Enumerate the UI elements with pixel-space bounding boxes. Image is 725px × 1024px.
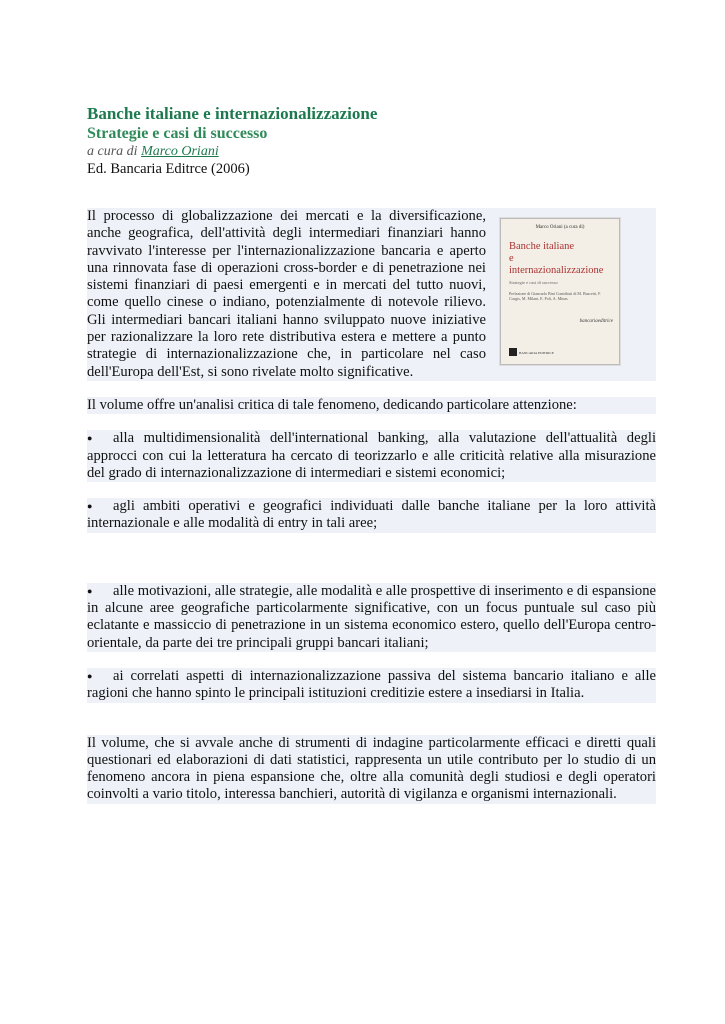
bullet-icon: ●: [87, 670, 93, 681]
cover-author: Marco Oriani (a cura di): [535, 225, 585, 230]
list-item-text: alla multidimensionalità dell'international banking, alla valutazione dell'attualità degli approcci con cui la letteratura ha cercato di teorizzarlo e alle criticità relative alla misurazione del grado di internazionalizzazione di intermediari e sistemi economici;: [87, 430, 656, 481]
publisher-logo-icon: [509, 348, 517, 356]
bullet-icon: ●: [87, 585, 93, 596]
cover-publisher: bancariaeditrice: [579, 319, 613, 324]
bullet-icon: ●: [87, 501, 93, 512]
curator-link[interactable]: Marco Oriani: [141, 144, 219, 159]
cover-subtitle: Strategie e casi di successo: [509, 280, 558, 285]
list-item-text: ai correlati aspetti di internazionalizzazione passiva del sistema bancario italiano e alle ragioni che hanno spinto le principali istituzioni creditizie estere a insediarsi in Italia.: [87, 667, 656, 702]
cover-title-line3: internazionalizzazione: [509, 265, 604, 276]
book-title: Banche italiane e internazionalizzazione: [87, 104, 378, 123]
list-item-text: agli ambiti operativi e geografici individuati dalle banche italiane per la loro attività internazionale e alle modalità di entry in tali aree;: [87, 498, 656, 532]
topics-list: [87, 430, 656, 702]
curator-line: [87, 143, 656, 160]
list-item-text: alle motivazioni, alle strategie, alle modalità e alle prospettive di inserimento e di espansione in alcune aree geografiche particolarmente significative, con un focus puntuale sul caso più eclatante e massiccio di penetrazione in un sistema economico estero, quello dell'Europa centro-orientale, da parte dei tre principali gruppi bancari italiani;: [87, 582, 656, 651]
book-subtitle: Strategie e casi di successo: [87, 125, 268, 142]
list-item: [87, 430, 656, 482]
list-item: [87, 583, 656, 652]
cover-title: [509, 241, 615, 277]
list-item: [87, 668, 656, 703]
cover-title-line2: e: [509, 253, 514, 264]
intro-paragraph: Il processo di globalizzazione dei mercati e la diversificazione, anche geografica, dell'attività degli intermediari finanziari hanno ravvivato l'interesse per l'internazionalizzazione bancaria e aperto una rinnovata fase di operazioni cross-border e di penetrazione nei sistemi finanziari di paesi emergenti e in mercati del tutto nuovi, come quello cinese o indiano, potenzialmente di notevole rilievo. Gli intermediari bancari italiani hanno sviluppato nuove iniziative per razionalizzare la loro rete distributiva estera e mettere a punto strategie di internazionalizzazione che, in particolare nel caso dell'Europa dell'Est, si sono rivelate molto significative.: [87, 208, 656, 381]
publisher-logo-text: BANCARIA EDITRICE: [519, 351, 554, 355]
document-page: [87, 104, 656, 804]
edition-line: Ed. Bancaria Editrce (2006): [87, 161, 250, 177]
cover-title-line1: Banche italiane: [509, 241, 575, 252]
book-cover-image: [500, 218, 620, 365]
list-item: [87, 498, 656, 533]
volume-intro-paragraph: Il volume offre un'analisi critica di tale fenomeno, dedicando particolare attenzione:: [87, 397, 656, 414]
curator-prefix: a cura di: [87, 144, 138, 159]
cover-note: Prefazione di Giancarlo Bini Contributi di M. Buscetti, F. Cosgis, M. Milani, E. Poli, A. Minas: [509, 291, 601, 301]
intro-section: [87, 208, 656, 381]
bullet-icon: ●: [87, 433, 93, 444]
closing-paragraph: Il volume, che si avvale anche di strumenti di indagine particolarmente efficaci e diretti quali questionari ed elaborazioni di dati statistici, rappresenta un utile contributo per lo studio di un fenomeno ancora in piena espansione che, oltre alla comunità degli studiosi e degli operatori coinvolti a vario titolo, interessa banchieri, autorità di vigilanza e organismi internazionali.: [87, 734, 656, 803]
